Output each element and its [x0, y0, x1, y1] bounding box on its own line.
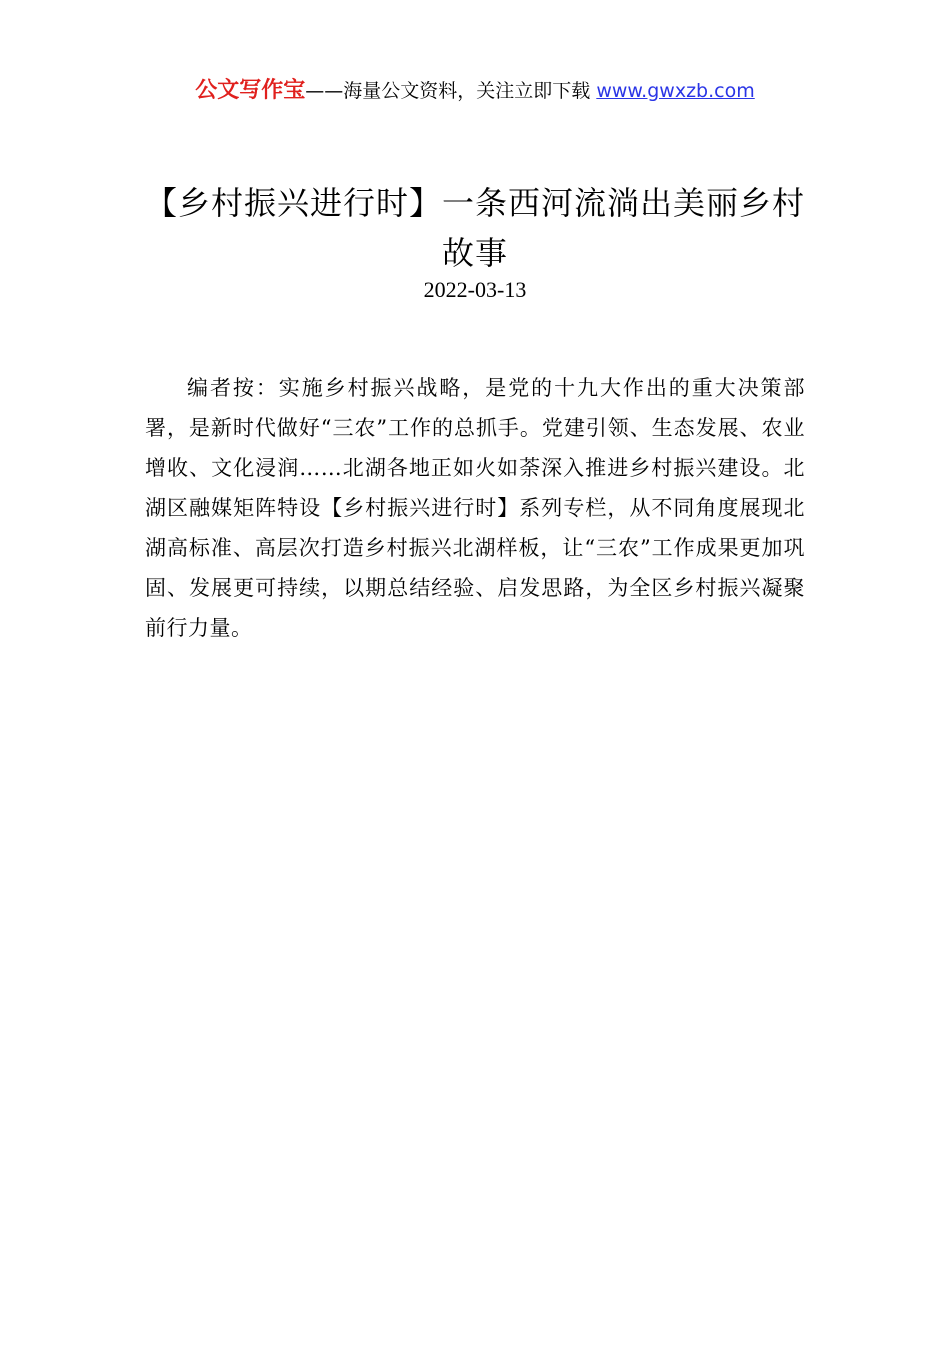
article-title: 【乡村振兴进行时】一条西河流淌出美丽乡村故事 — [145, 184, 806, 272]
brand-name: 公文写作宝 — [195, 78, 306, 103]
article-date: 2022-03-13 — [423, 277, 527, 302]
website-link[interactable]: www.gwxzb.com — [596, 80, 755, 102]
page-header — [0, 76, 950, 106]
header-tagline: ——海量公文资料，关注立即下载 — [305, 80, 597, 102]
editor-note-paragraph: 编者按：实施乡村振兴战略，是党的十九大作出的重大决策部署，是新时代做好“三农”工作的总抓手。党建引领、生态发展、农业增收、文化浸润……北湖各地正如火如荼深入推进乡村振兴建设。北湖区融媒矩阵特设【乡村振兴进行时】系列专栏，从不同角度展现北湖高标准、高层次打造乡村振兴北湖样板，让“三农”工作成果更加巩固、发展更可持续，以期总结经验、启发思路，为全区乡村振兴凝聚前行力量。 — [145, 376, 805, 640]
